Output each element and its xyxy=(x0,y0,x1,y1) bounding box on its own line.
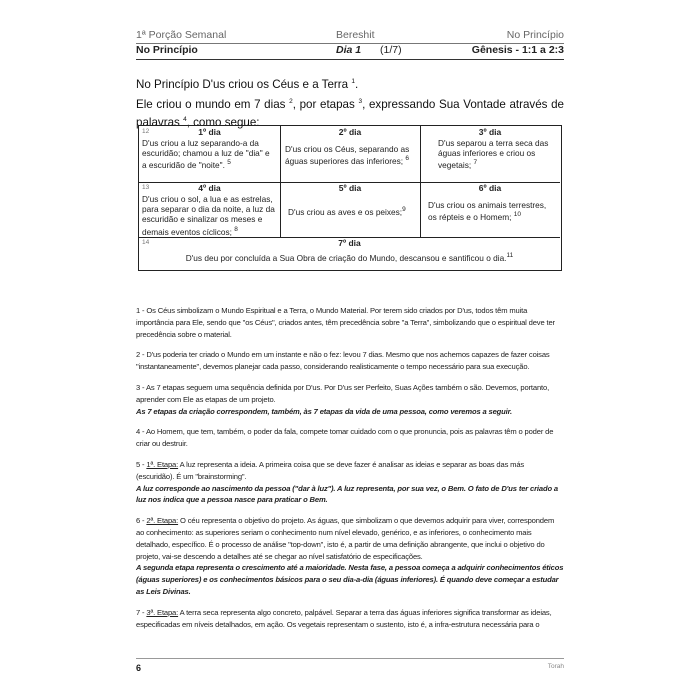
page-number: 6 xyxy=(136,663,142,673)
day-fraction: (1/7) xyxy=(380,44,402,56)
day-cell: 14 7º dia D'us deu por concluída a Sua Obra de criação do Mundo, descansou e santificou o dia.$^{11}$ xyxy=(142,238,514,263)
day-cell: 5º dia D'us criou as aves e os peixes;$^9$ xyxy=(288,183,406,217)
day-label: Dia 1 xyxy=(336,44,362,56)
series-label: 1ª Porção Semanal xyxy=(136,29,227,41)
footnote: 2 - D'us poderia ter criado o Mundo em um instante e não o fez: levou 7 dias. Mesmo que nos achemos capazes de fazer coisas "instantaneamente", devemos planejar cada passo, considerando realisticamente o tempo necessário para sua execução. xyxy=(136,350,550,372)
section-header xyxy=(136,44,564,57)
section-rule xyxy=(136,59,564,60)
running-header xyxy=(136,29,564,42)
day-cell: 2º dia D'us criou os Céus, separando as águas superiores das inferiores; $^6$ xyxy=(285,127,410,166)
footer-rule xyxy=(136,658,564,659)
footnote: 3 - As 7 etapas seguem uma sequência definida por D'us. Por D'us ser Perfeito, Suas Ações também o são. Devemos, portanto, aprender com Ele as etapas de um projeto. As 7 etapas da criação correspondem, também, às 7 etapas da vida de uma pessoa, como veremos a seguir. xyxy=(136,382,550,416)
footnote: 4 - Ao Homem, que tem, também, o poder da fala, compete tomar cuidado com o que pronuncia, pois as palavras têm o poder de criar ou destruir. xyxy=(136,427,554,449)
section-title: No Princípio xyxy=(136,44,198,56)
footnote: 6 - 2ª. Etapa: O céu representa o objetivo do projeto. As águas, que simbolizam o que devemos adquirir para viver, correspondem ao conhecimento: as superiores seriam o conhecimento num nível elevado, genérico, e as inferiores, o conhecimento mais detalhado, específico. É o processo de análise "top-down", isto é, a partir de uma definição abrangente, que inclui o objetivo do projeto, vai-se descendo a detalhes até se chegar ao nível satisfatório de especificações. A segunda etapa representa o crescimento até a maioridade. Nesta fase, a pessoa começa a adquirir conhecimentos éticos (águas superiores) e os conhecimentos básicos para o seu dia-a-dia (águas inferiores). É quando deve começar a estudar as Leis Divinas. xyxy=(136,516,564,596)
day-cell: 6º dia D'us criou os animais terrestres, os répteis e o Homem; $^{10}$ xyxy=(428,183,547,222)
footnote: 7 - 3ª. Etapa: A terra seca representa algo concreto, palpável. Separar a terra das águas inferiores significa transformar as ideias, especificadas em níveis detalhados, em ação. Os vegetais representam o sustento, isto é, a infra-estrutura necessária para o xyxy=(136,607,552,629)
footnotes xyxy=(136,305,564,639)
document-page xyxy=(110,20,590,688)
portion-translation: No Princípio xyxy=(506,29,564,41)
footnote: 5 - 1ª. Etapa: A luz representa a ideia. A primeira coisa que se deve fazer é analisar as ideias e separar as boas das más (escuridão). É um "brainstorming". A luz corresponde ao nascimento da pessoa ("dar à luz"). A luz representa, por sua vez, o Bem. O fato de D'us ter criado a luz nos indica que a pessoa nasce para praticar o Bem. xyxy=(136,459,558,505)
intro-paragraph: No Princípio D'us criou os Céus e a Terra $^1$. Ele criou o mundo em 7 dias $^2$, por etapas $^3$, expressando Sua Vontade através de palavras $^4$, como segue: xyxy=(136,77,565,129)
day-cell: 3º dia D'us separou a terra seca das águas inferiores e criou os vegetais; $^7$ xyxy=(438,127,549,171)
bible-reference: Gênesis - 1:1 a 2:3 xyxy=(471,44,564,56)
footnote: 1 - Os Céus simbolizam o Mundo Espiritual e a Terra, o Mundo Material. Por terem sido criados por D'us, todos têm muita importância para Ele, sendo que "os Céus", criados antes, têm precedência sobre "a Terra", simbolizando que o espiritual deve ter precedência sobre o material. xyxy=(136,306,555,339)
day-cell: 12 1º dia D'us criou a luz separando-a da escuridão; chamou a luz de "dia" e a escuridão de "noite". $^5$ xyxy=(142,127,270,171)
portion-label: Bereshit xyxy=(336,29,375,41)
footer-source: Torah xyxy=(547,663,564,670)
day-cell: 13 4º dia D'us criou o sol, a lua e as estrelas, para separar o dia da noite, a luz da escuridão e sinalizar os meses e demais eventos cíclicos; $^8$ xyxy=(142,183,275,237)
creation-days-table xyxy=(138,125,562,271)
